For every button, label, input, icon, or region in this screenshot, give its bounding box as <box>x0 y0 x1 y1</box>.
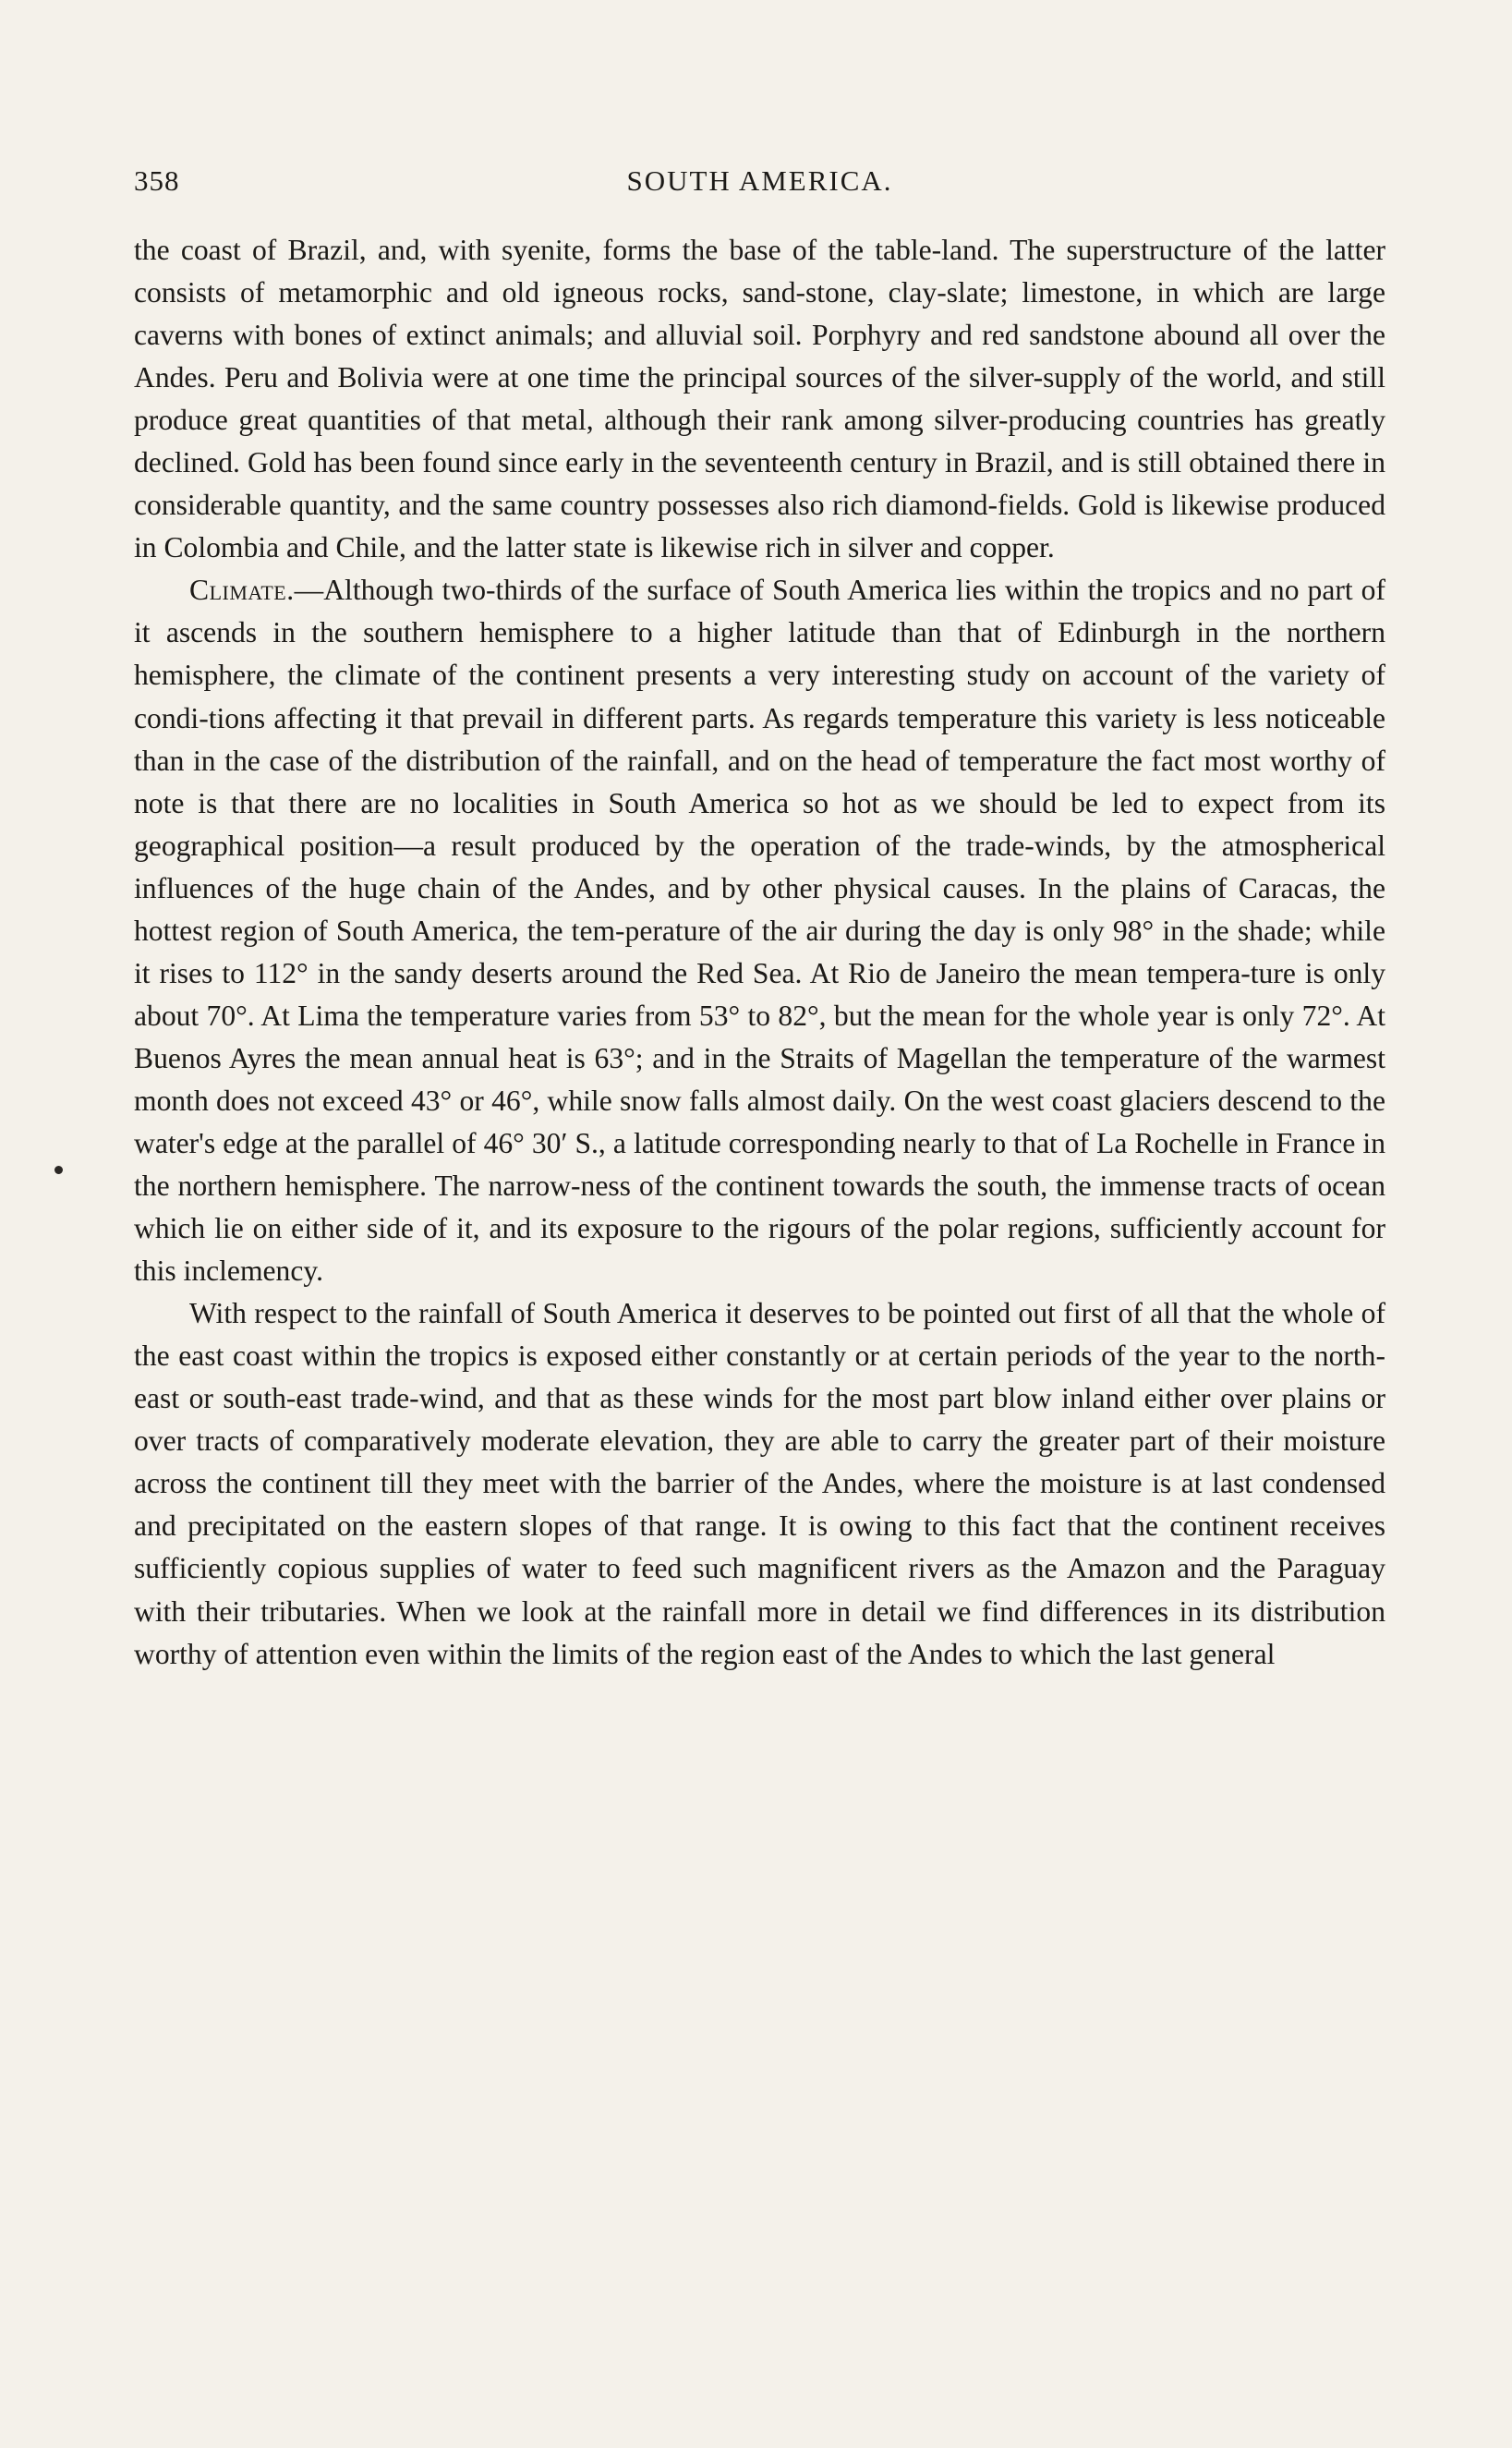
paragraph-climate-text: —Although two-thirds of the surface of South America lies within the tropics and no part of it ascends in the southern hemisphere to a higher latitude than that of Edinburgh in the northern hemisphere, the climate of the continent presents a very interesting study on account of the variety of condi-tions affecting it that prevail in different parts. As regards temperature this variety is less noticeable than in the case of the distribution of the rainfall, and on the head of temperature the fact most worthy of note is that there are no localities in South America so hot as we should be led to expect from its geographical position—a result produced by the operation of the trade-winds, by the atmospherical influences of the huge chain of the Andes, and by other physical causes. In the plains of Caracas, the hottest region of South America, the tem-perature of the air during the day is only 98° in the shade; while it rises to 112° in the sandy deserts around the Red Sea. At Rio de Janeiro the mean tempera-ture is only about 70°. At Lima the temperature varies from 53° to 82°, but the mean for the whole year is only 72°. At Buenos Ayres the mean annual heat is 63°; and in the Straits of Magellan the temperature of the warmest month does not exceed 43° or 46°, while snow falls almost daily. On the west coast glaciers descend to the water's edge at the parallel of 46° 30′ S., a latitude corresponding nearly to that of La Rochelle in France in the northern hemisphere. The narrow-ness of the continent towards the south, the immense tracts of ocean which lie on either side of it, and its exposure to the rigours of the polar regions, sufficiently account for this inclemency. <box>134 574 1385 1288</box>
running-head <box>134 164 1385 205</box>
margin-mark <box>54 1166 63 1174</box>
paragraph-geology: the coast of Brazil, and, with syenite, forms the base of the table-land. The superstructure of the latter consists of metamorphic and old igneous rocks, sand-stone, clay-slate; limestone, in which are large caverns with bones of extinct animals; and alluvial soil. Porphyry and red sandstone abound all over the Andes. Peru and Bolivia were at one time the principal sources of the silver-supply of the world, and still produce great quantities of that metal, although their rank among silver-producing countries has greatly declined. Gold has been found since early in the seventeenth century in Brazil, and is still obtained there in considerable quantity, and the same country possesses also rich diamond-fields. Gold is likewise produced in Colombia and Chile, and the latter state is likewise rich in silver and copper. <box>134 234 1385 564</box>
paragraph-rainfall: With respect to the rainfall of South America it deserves to be pointed out first of all that the whole of the east coast within the tropics is exposed either constantly or at certain periods of the year to the north-east or south-east trade-wind, and that as these winds for the most part blow inland either over plains or over tracts of comparatively moderate elevation, they are able to carry the greater part of their moisture across the continent till they meet with the barrier of the Andes, where the moisture is at last condensed and precipitated on the eastern slopes of that range. It is owing to this fact that the continent receives sufficiently copious supplies of water to feed such magnificent rivers as the Amazon and the Paraguay with their tributaries. When we look at the rainfall more in detail we find differences in its distribution worthy of attention even within the limits of the region east of the Andes to which the last general <box>134 1297 1385 1670</box>
book-page <box>134 164 1385 1676</box>
running-title: SOUTH AMERICA. <box>626 164 893 197</box>
page-number: 358 <box>134 164 180 197</box>
body-text <box>134 229 1385 1676</box>
paragraph-climate <box>134 569 1385 1292</box>
section-heading-climate: Climate. <box>189 574 295 607</box>
